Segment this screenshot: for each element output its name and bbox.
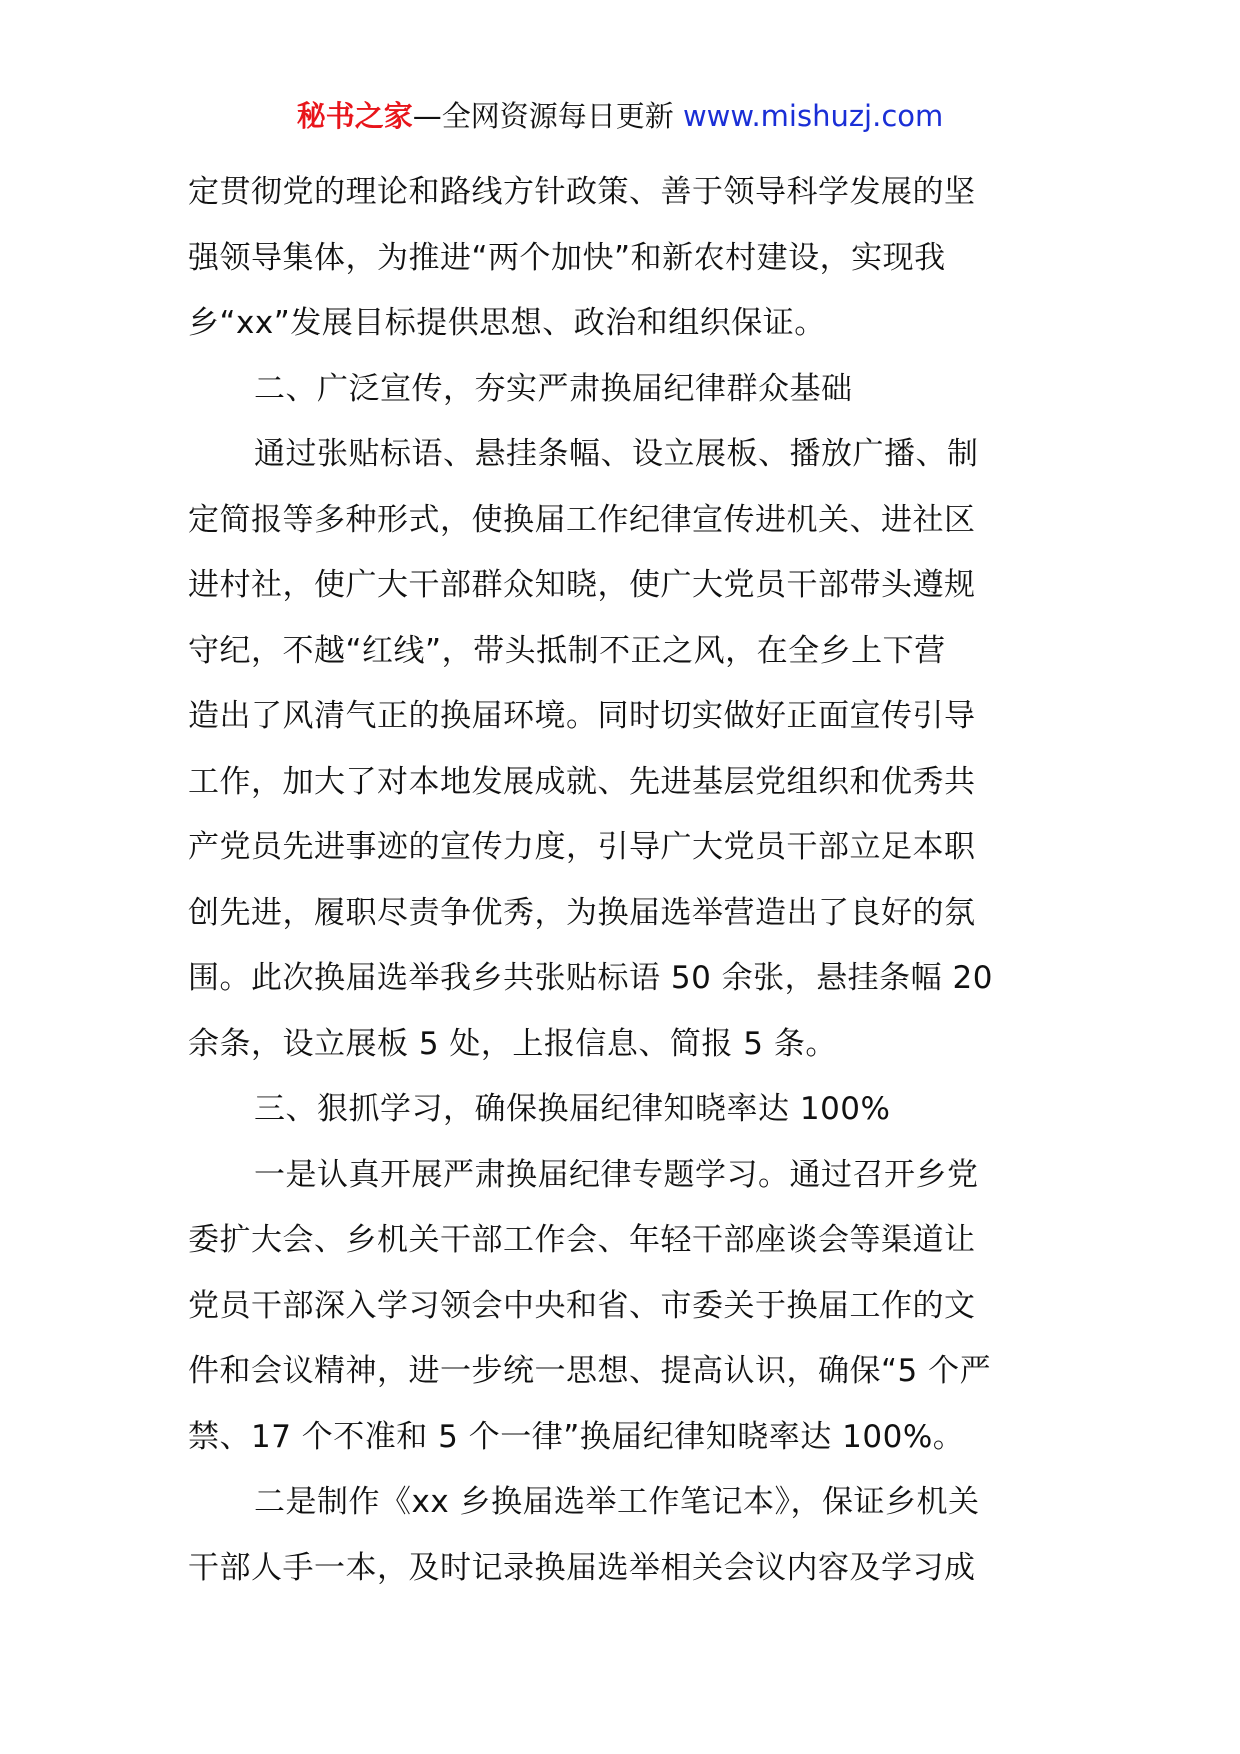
text-line: 定简报等多种形式，使换届工作纪律宣传进机关、进社区: [188, 501, 976, 538]
text-line: 造出了风清气正的换届环境。同时切实做好正面宣传引导: [188, 698, 976, 734]
website-link[interactable]: www.mishuzj.com: [682, 99, 944, 133]
document-body: [188, 160, 1068, 1601]
header-tagline: —全网资源每日更新: [412, 99, 674, 133]
text-line: 通过张贴标语、悬挂条幅、设立展板、播放广播、制: [254, 436, 979, 472]
text-line: 干部人手一本，及时记录换届选举相关会议内容及学习成: [188, 1549, 976, 1586]
text-line: 定贯彻党的理论和路线方针政策、善于领导科学发展的坚: [188, 174, 976, 210]
text-line: 乡“xx”发展目标提供思想、政治和组织保证。: [188, 305, 826, 341]
text-line: 二是制作《xx 乡换届选举工作笔记本》，保证乡机关: [254, 1484, 980, 1520]
text-line: 创先进，履职尽责争优秀，为换届选举营造出了良好的氛: [188, 894, 976, 931]
text-line: 余条，设立展板 5 处，上报信息、简报 5 条。: [188, 1025, 837, 1062]
text-line: 围。此次换届选举我乡共张贴标语 50 余张，悬挂条幅 20: [188, 960, 993, 996]
text-line: 一是认真开展严肃换届纪律专题学习。通过召开乡党: [254, 1156, 979, 1193]
section-heading: 二、广泛宣传，夯实严肃换届纪律群众基础: [254, 370, 853, 407]
text-line: 党员干部深入学习领会中央和省、市委关于换届工作的文: [188, 1287, 976, 1324]
brand-name: 秘书之家: [296, 99, 413, 133]
text-line: 产党员先进事迹的宣传力度，引导广大党员干部立足本职: [188, 829, 976, 865]
text-line: 强领导集体，为推进“两个加快”和新农村建设，实现我: [188, 239, 946, 276]
text-line: 工作，加大了对本地发展成就、先进基层党组织和优秀共: [188, 763, 976, 800]
text-line: 进村社，使广大干部群众知晓，使广大党员干部带头遵规: [188, 567, 976, 603]
text-line: 禁、17 个不准和 5 个一律”换届纪律知晓率达 100%。: [188, 1418, 965, 1455]
text-line: 委扩大会、乡机关干部工作会、年轻干部座谈会等渠道让: [188, 1222, 976, 1258]
page-header: [0, 96, 1240, 136]
text-line: 守纪，不越“红线”，带头抵制不正之风，在全乡上下营: [188, 632, 946, 669]
section-heading: 三、狠抓学习，确保换届纪律知晓率达 100%: [254, 1091, 891, 1127]
text-line: 件和会议精神，进一步统一思想、提高认识，确保“5 个严: [188, 1353, 992, 1389]
